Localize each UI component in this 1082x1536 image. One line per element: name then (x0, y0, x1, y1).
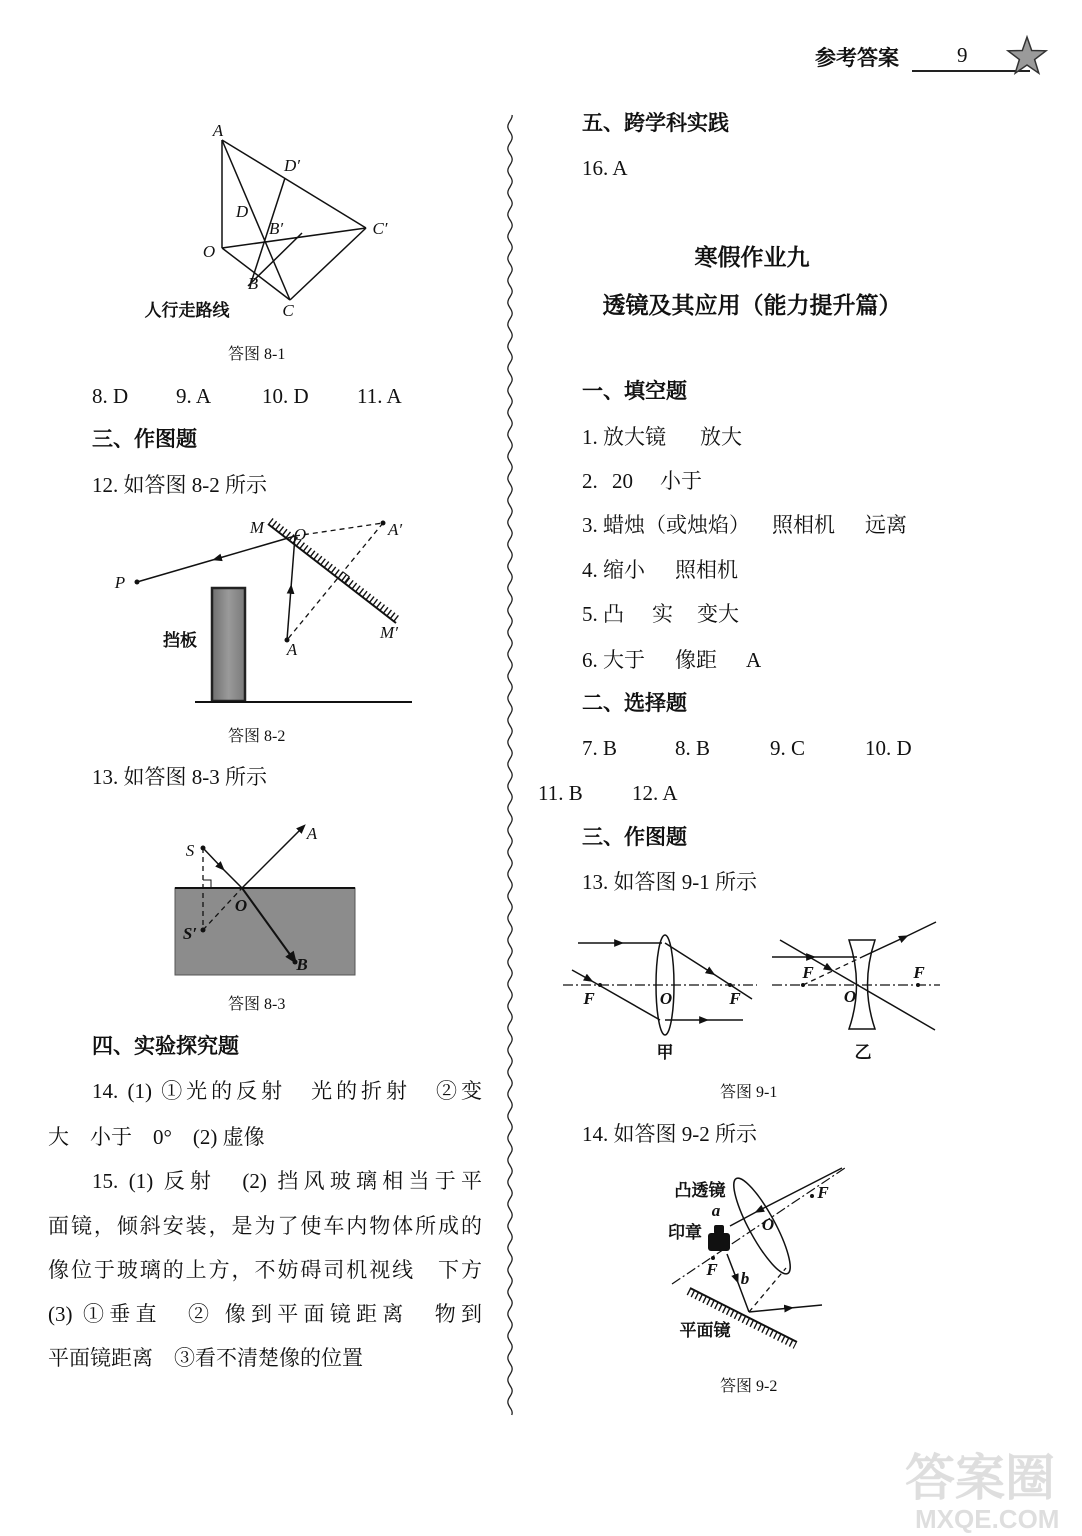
choice-answer: 11. B (538, 781, 583, 805)
paragraph-line: 15. (1) 反射 (2) 挡风玻璃相当于平 (92, 1169, 482, 1193)
point-label: B′ (268, 219, 284, 238)
choice-answer: 10. D (865, 736, 912, 760)
incident-ray (203, 848, 242, 888)
fill-answer: 照相机 (675, 558, 738, 582)
paragraph-line: 面镜，倾斜安装，是为了使车内物体所成的 (48, 1214, 482, 1238)
paragraph-line: 平面镜距离 ③看不清楚像的位置 (48, 1346, 363, 1370)
caption-fig-9-2: 答图 9-2 (720, 1378, 778, 1395)
reflected-ray (242, 827, 303, 888)
fill-answer: 6. 大于 (582, 648, 645, 672)
watermark-logo: 答案圈 (905, 1450, 1055, 1506)
choice-answer: 12. A (632, 781, 678, 805)
fill-answer: 放大 (700, 425, 742, 449)
center-label: O (659, 989, 673, 1008)
focus-label: F (706, 1260, 718, 1279)
figure-8-1 (145, 121, 388, 320)
point-label: C (282, 301, 294, 320)
section-heading-drawing: 三、作图题 (582, 826, 687, 849)
figure-sub-label: 甲 (656, 1043, 674, 1062)
point-label: B (296, 955, 308, 974)
question-13: 13. 如答图 8-3 所示 (92, 765, 267, 789)
choice-answer: 8. D (92, 384, 129, 408)
line-OC-prime (222, 228, 366, 248)
incident-ray (287, 536, 295, 640)
center-label: O (761, 1215, 775, 1234)
stamp-handle (714, 1225, 724, 1234)
point-A-prime (381, 521, 386, 526)
point-label: D′ (284, 156, 300, 175)
focus-label: F (913, 963, 925, 982)
fill-answer: 照相机 (772, 513, 835, 537)
fill-answer: 小于 (660, 469, 702, 493)
question-12: 12. 如答图 8-2 所示 (92, 473, 267, 497)
fill-answer: 1. 放大镜 (582, 425, 666, 449)
page-number: 9 (957, 43, 968, 67)
caption-fig-8-2: 答图 8-2 (228, 728, 286, 745)
homework-title: 寒假作业九 (694, 244, 810, 270)
focus-point (801, 983, 805, 987)
point-label: S (185, 841, 195, 860)
point-label: A (306, 824, 318, 843)
point-label: C′ (372, 219, 388, 238)
point-label: S′ (182, 924, 198, 943)
caption-fig-8-3: 答图 8-3 (228, 996, 286, 1013)
board-label: 挡板 (163, 631, 197, 650)
center-label: O (843, 987, 857, 1006)
point-P (135, 580, 140, 585)
question-14-right: 14. 如答图 9-2 所示 (582, 1122, 757, 1146)
choice-answer: 9. A (176, 384, 212, 408)
figure-9-1-yi (772, 922, 940, 1062)
choice-answer: 11. A (357, 384, 402, 408)
header-title: 参考答案 (815, 47, 899, 70)
reflected-ray (137, 536, 295, 582)
fill-answer: A (746, 648, 762, 672)
column-divider (508, 115, 512, 1415)
focus-point (916, 983, 920, 987)
point-label: B (247, 274, 259, 293)
point-label: M′ (380, 623, 398, 642)
section-heading-fill: 一、填空题 (582, 380, 687, 403)
choice-answer: 9. C (770, 736, 806, 760)
watermark (905, 1450, 1059, 1534)
fill-answer: 20 (612, 469, 633, 493)
figure-8-2 (114, 518, 412, 702)
point-S (201, 846, 206, 851)
figure-9-1-jia (563, 935, 757, 1062)
caption-fig-8-1: 答图 8-1 (228, 346, 286, 363)
point-label: A′ (387, 520, 403, 539)
section-heading-drawing: 三、作图题 (92, 428, 197, 451)
focus-point (810, 1194, 814, 1198)
point-label: M (249, 518, 265, 537)
point-label: O (202, 242, 216, 261)
question-13-right: 13. 如答图 9-1 所示 (582, 870, 757, 894)
point-label: P (114, 573, 126, 592)
stamp-label: 印章 (668, 1223, 702, 1242)
fill-answer: 4. 缩小 (582, 558, 645, 582)
fill-answer: 像距 (675, 648, 717, 672)
point-label: A (286, 640, 298, 659)
question-16: 16. A (582, 156, 628, 180)
section-heading-choice: 二、选择题 (582, 692, 687, 715)
paragraph-line: (3) ①垂直 ② 像到平面镜距离 物到 (48, 1302, 482, 1326)
right-angle-mark (203, 880, 211, 888)
section-heading-experiment: 四、实验探究题 (92, 1035, 239, 1058)
watermark-site: MXQE.COM (915, 1504, 1060, 1534)
line-C-prime-C (290, 228, 366, 300)
focus-label: F (583, 989, 595, 1008)
board (212, 588, 245, 701)
focus-point (598, 983, 602, 987)
point-label: b (740, 1269, 750, 1288)
fill-answer: 5. 凸 (582, 602, 624, 626)
point-label: a (711, 1201, 721, 1220)
point-label: A (212, 121, 224, 140)
dashed-line (749, 1268, 786, 1312)
caption-fig-9-1: 答图 9-1 (720, 1084, 778, 1101)
fill-answer: 2. (582, 469, 598, 493)
paragraph-line: 像位于玻璃的上方，不妨碍司机视线 下方 (48, 1258, 482, 1282)
mirror-label: 平面镜 (679, 1321, 731, 1340)
paragraph-line: 大 小于 0° (2) 虚像 (48, 1125, 265, 1149)
focus-point (728, 983, 732, 987)
point-label: D (235, 202, 249, 221)
figure-9-2 (668, 1168, 845, 1346)
fill-answer: 3. 蜡烛（或烛焰） (582, 513, 750, 537)
walking-route-label: 人行走路线 (144, 301, 230, 320)
choice-answer: 10. D (262, 384, 309, 408)
focus-label: F (802, 963, 814, 982)
dashed-line-O-A-prime (295, 523, 383, 536)
star-icon (1008, 37, 1046, 73)
reflected-ray (749, 1305, 822, 1312)
point-label: O (234, 896, 248, 915)
stamp-body (708, 1233, 730, 1251)
fill-answer: 远离 (865, 513, 907, 537)
paragraph-line: 14. (1) ①光的反射 光的折射 ②变 (92, 1079, 482, 1103)
figure-8-3 (175, 824, 355, 975)
lens-label: 凸透镜 (674, 1181, 726, 1200)
figure-sub-label: 乙 (854, 1043, 872, 1062)
choice-answer: 8. B (675, 736, 711, 760)
choice-answer: 7. B (582, 736, 618, 760)
section-heading-practice: 五、跨学科实践 (582, 112, 729, 135)
fill-answer: 变大 (697, 602, 739, 626)
focus-label: F (729, 989, 741, 1008)
fill-answer: 实 (652, 602, 673, 626)
point-S-prime (201, 928, 206, 933)
focus-label: F (817, 1183, 829, 1202)
homework-subtitle: 透镜及其应用（能力提升篇） (602, 292, 902, 318)
point-label: O (293, 525, 307, 544)
